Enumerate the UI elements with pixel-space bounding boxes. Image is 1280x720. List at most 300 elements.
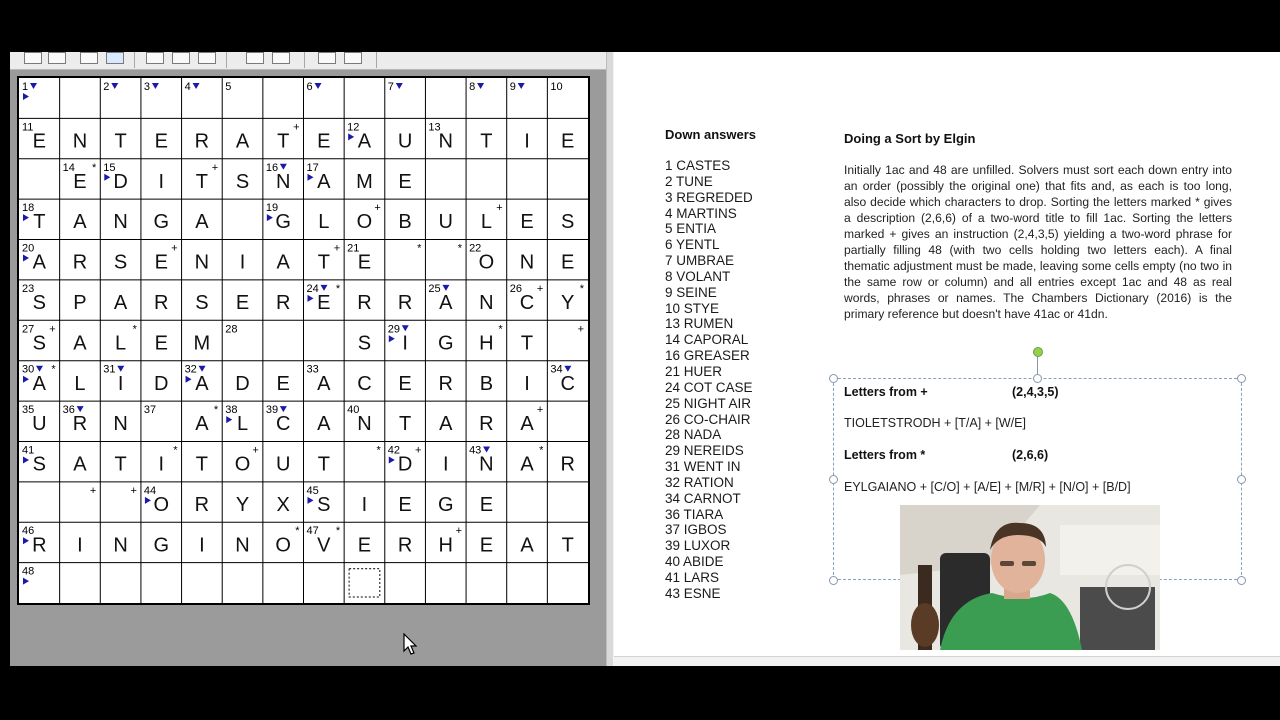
cell-letter: O [478, 251, 495, 274]
clue-number: 1 [22, 81, 29, 93]
cell-letter: I [158, 453, 165, 476]
cell-letter: I [524, 372, 530, 395]
down-answer-item: 6 YENTL [665, 237, 720, 253]
down-arrow-icon [199, 366, 206, 372]
cell-letter: X [276, 493, 290, 516]
clue-number: 37 [143, 404, 157, 417]
clue-number: 35 [22, 404, 35, 417]
down-answer-item: 41 LARS [665, 569, 720, 585]
cell-letter: E [357, 534, 372, 557]
cell-letter: G [275, 211, 291, 234]
down-arrow-icon [477, 83, 484, 89]
down-answer-item: 37 IGBOS [665, 522, 727, 538]
cell-letter: C [519, 292, 535, 314]
cell-letter: E [561, 251, 575, 274]
cell-mark: * [417, 242, 422, 255]
down-answer-item: 26 CO-CHAIR [665, 411, 751, 427]
cell-letter: U [275, 453, 291, 476]
clue-number: 31 [103, 363, 116, 376]
plus-letters: TIOLETSTRODH + [T/A] + [W/E] [844, 416, 1026, 430]
cell-letter: R [275, 292, 291, 314]
grid-canvas[interactable] [19, 78, 588, 603]
down-answer-item: 32 RATION [665, 474, 734, 490]
down-answer-item: 7 UMBRAE [665, 253, 735, 269]
cell-mark: + [577, 323, 584, 336]
across-arrow-icon [104, 174, 110, 181]
cell-letter: N [113, 413, 128, 436]
down-answer-item: 5 ENTIA [665, 221, 717, 237]
across-arrow-icon [23, 376, 29, 383]
cell-mark: * [376, 444, 381, 457]
cell-letter: S [113, 251, 128, 274]
cell-letter: R [194, 130, 210, 153]
down-arrow-icon [117, 366, 124, 372]
cell-mark: * [579, 282, 584, 295]
toolbar-separator [134, 52, 135, 68]
cell-mark: * [213, 404, 219, 417]
down-answer-item: 8 VOLANT [665, 268, 731, 284]
down-answer-item: 31 WENT IN [665, 459, 741, 475]
cell-mark: * [132, 323, 137, 336]
cell-mark: + [414, 444, 422, 457]
cell-mark: + [89, 484, 97, 497]
resize-handle-top-left[interactable] [829, 374, 838, 383]
down-answer-item: 43 ESNE [665, 585, 721, 601]
cell-letter: Y [561, 292, 575, 314]
clue-number: 16 [265, 161, 279, 174]
redo-icon[interactable] [272, 52, 290, 64]
document-status-bar [614, 656, 1280, 666]
clue-number: 47 [306, 525, 319, 538]
clue-number: 28 [225, 323, 238, 336]
clue-number: 9 [509, 81, 516, 93]
cell-letter: B [479, 372, 494, 395]
cell-letter: T [33, 211, 46, 234]
cell-letter: A [73, 211, 87, 234]
cell-letter: A [73, 332, 87, 355]
clue-number: 14 [62, 161, 75, 174]
open-icon[interactable] [48, 52, 66, 64]
cell-letter: D [397, 453, 413, 476]
across-arrow-icon [308, 497, 314, 504]
cell-letter: I [361, 493, 368, 516]
down-arrow-icon [280, 164, 287, 170]
cell-letter: R [154, 292, 169, 314]
cut-icon[interactable] [146, 52, 164, 64]
clue-number: 29 [387, 323, 401, 336]
save-icon[interactable] [106, 52, 124, 64]
rotate-handle[interactable] [1033, 347, 1043, 357]
clue-number: 20 [22, 242, 35, 255]
clue-number: 3 [143, 81, 151, 93]
cell-letter: D [154, 372, 169, 395]
clue-number: 48 [22, 565, 35, 578]
clue-number: 33 [306, 363, 319, 376]
resize-handle-left[interactable] [829, 475, 838, 484]
cell-letter: N [357, 413, 372, 436]
star-letters-label: Letters from * [844, 448, 926, 462]
down-answer-item: 25 NIGHT AIR [665, 395, 752, 411]
cell-letter: L [115, 332, 127, 355]
clue-number: 11 [22, 121, 34, 134]
cell-letter: E [398, 170, 412, 193]
clue-number: 26 [509, 282, 522, 295]
across-arrow-icon [23, 456, 29, 463]
cell-mark: + [171, 242, 178, 255]
resize-handle-top[interactable] [1033, 374, 1042, 383]
cell-letter: N [72, 130, 88, 153]
down-arrow-icon [152, 83, 159, 89]
down-arrow-icon [402, 325, 409, 331]
cell-letter: S [32, 332, 46, 355]
cell-letter: A [317, 372, 331, 395]
down-arrow-icon [193, 83, 200, 89]
clue-number: 21 [347, 242, 360, 255]
clue-number: 44 [143, 484, 157, 497]
cell-letter: T [195, 170, 209, 193]
clue-number: 15 [103, 161, 116, 174]
down-answer-item: 24 COT CASE [665, 379, 753, 395]
star-letters: EYLGAIANO + [C/O] + [A/E] + [M/R] + [N/O] + [B/D] [844, 480, 1131, 494]
clue-number: 8 [469, 81, 476, 93]
across-arrow-icon [186, 376, 192, 383]
down-answer-item: 1 CASTES [665, 158, 731, 173]
cell-letter: A [235, 130, 250, 153]
cell-letter: E [561, 130, 575, 153]
down-answer-item: 21 HUER [665, 363, 723, 379]
clue-number: 25 [428, 282, 441, 295]
across-arrow-icon [389, 335, 395, 342]
cell-letter: T [520, 332, 534, 355]
cell-mark: + [293, 121, 300, 134]
clue-number: 7 [387, 81, 394, 93]
resize-handle-top-right[interactable] [1237, 374, 1246, 383]
down-answer-item: 34 CARNOT [665, 490, 741, 506]
cell-letter: S [32, 292, 46, 314]
down-arrow-icon [36, 366, 43, 372]
cell-letter: T [561, 534, 574, 557]
clue-number: 22 [469, 242, 482, 255]
cell-mark: + [49, 323, 56, 336]
cell-letter: A [520, 413, 534, 436]
cell-letter: H [438, 534, 453, 557]
down-arrow-icon [321, 285, 328, 291]
cell-letter: R [72, 251, 88, 274]
down-answer-item: 16 GREASER [665, 348, 750, 364]
cell-letter: N [438, 130, 453, 153]
cell-mark: * [335, 525, 341, 538]
cell-letter: D [113, 170, 128, 193]
clue-number: 40 [347, 404, 360, 417]
cell-letter: N [519, 251, 535, 274]
cell-letter: A [439, 413, 453, 436]
cell-letter: S [561, 211, 575, 234]
cell-letter: C [560, 372, 575, 395]
across-arrow-icon [226, 416, 232, 423]
export-icon[interactable] [318, 52, 336, 64]
article-body: Initially 1ac and 48 are unfilled. Solvers must sort each down entry into an order (possibly the original one) that fits and, as each is too long, also decide which characters to drop. Sorting the letters marked * gives a description (2,6,6) of a two-word title to fill 1ac. Sorting the letters marked + gives an instruction (2,4,3,5) yielding a two-word phrase for partially filling 48 (with two cells holding two letters each). A final thematic adjustment must be made, leaving some cells empty (no two in the same row or column) and all entries except 1ac and 48 as real words, phrases or names. The Chambers Dictionary (2016) is the primary reference but doesn't have 41ac or 41dn. [844, 163, 1232, 321]
cell-letter: N [275, 170, 291, 193]
clue-number: 6 [306, 81, 313, 93]
cell-letter: S [195, 292, 209, 314]
cell-mark: * [51, 363, 56, 376]
clue-number: 41 [22, 444, 35, 457]
cell-letter: U [397, 130, 413, 153]
cell-mark: * [295, 525, 300, 538]
cell-mark: * [173, 444, 178, 457]
down-arrow-icon [483, 446, 490, 452]
cell-letter: R [479, 413, 494, 436]
cell-letter: O [275, 534, 291, 557]
clue-number: 32 [184, 363, 197, 376]
down-answer-item: 14 CAPORAL [665, 332, 749, 348]
presenter-video [900, 505, 1160, 650]
cell-letter: R [32, 534, 47, 557]
cell-letter: A [195, 211, 209, 234]
undo-icon[interactable] [246, 52, 264, 64]
across-arrow-icon [348, 133, 354, 140]
cell-letter: I [442, 453, 449, 476]
cell-letter: A [520, 453, 534, 476]
cell-mark: * [539, 444, 544, 457]
cell-letter: N [235, 534, 250, 557]
cell-letter: A [520, 534, 534, 557]
cell-letter: I [239, 251, 246, 274]
cell-letter: S [235, 170, 250, 193]
cell-letter: U [32, 413, 47, 436]
clue-number: 46 [22, 525, 35, 538]
down-arrow-icon [77, 406, 84, 412]
cell-letter: A [73, 453, 87, 476]
cell-letter: E [520, 211, 534, 234]
cell-letter: N [479, 292, 494, 314]
cell-mark: + [333, 242, 341, 255]
clue-number: 13 [428, 121, 441, 134]
cell-mark: + [496, 202, 503, 215]
clue-number: 12 [347, 121, 360, 134]
down-answer-item: 28 NADA [665, 427, 722, 443]
cell-letter: R [72, 413, 88, 436]
cell-letter: T [317, 453, 330, 476]
cell-letter: E [479, 493, 494, 516]
cell-letter: S [357, 332, 372, 355]
pane-splitter[interactable] [606, 52, 614, 666]
cell-letter: N [479, 453, 494, 476]
cell-letter: O [356, 211, 373, 234]
down-answer-item: 40 ABIDE [665, 554, 724, 570]
cell-letter: M [356, 170, 373, 193]
across-arrow-icon [267, 214, 273, 221]
down-arrow-icon [280, 406, 287, 412]
cell-letter: A [357, 130, 372, 153]
down-arrow-icon [442, 285, 449, 291]
down-arrow-icon [315, 83, 322, 89]
cell-letter: D [235, 372, 250, 395]
down-answers-list [665, 158, 753, 602]
down-arrow-icon [30, 83, 37, 89]
cell-letter: E [32, 130, 46, 153]
cell-letter: A [32, 251, 46, 274]
down-answer-item: 4 MARTINS [665, 205, 737, 221]
cell-letter: A [317, 413, 331, 436]
down-answer-item: 36 TIARA [665, 506, 724, 522]
cell-letter: N [113, 211, 128, 234]
resize-handle-right[interactable] [1237, 475, 1246, 484]
cell-letter: I [199, 534, 205, 557]
cell-mark: + [211, 161, 219, 174]
star-enumeration: (2,6,6) [1012, 448, 1049, 462]
clue-number: 18 [22, 202, 35, 215]
toolbar-separator [304, 52, 305, 68]
cell-letter: G [153, 534, 170, 557]
clue-number: 36 [62, 404, 75, 417]
webcam-overlay [900, 505, 1160, 650]
cell-letter: L [236, 413, 249, 436]
tools-icon[interactable] [344, 52, 362, 64]
cell-letter: V [317, 534, 331, 557]
cell-letter: E [154, 332, 168, 355]
plus-letters-label: Letters from + [844, 385, 928, 399]
clue-number: 27 [22, 323, 35, 336]
clue-number: 30 [22, 363, 35, 376]
cell-letter: T [114, 130, 127, 153]
crossword-grid[interactable] [17, 76, 590, 605]
cell-letter: A [317, 170, 331, 193]
across-arrow-icon [23, 578, 29, 585]
cell-letter: A [195, 372, 209, 395]
cell-mark: + [374, 202, 381, 215]
cell-letter: R [438, 372, 453, 395]
cell-letter: O [153, 493, 170, 516]
clue-number: 39 [265, 404, 279, 417]
clue-number: 34 [550, 363, 563, 376]
clue-number: 42 [387, 444, 401, 457]
cell-letter: B [398, 211, 412, 234]
plus-enumeration: (2,4,3,5) [1012, 385, 1059, 399]
across-arrow-icon [23, 255, 29, 262]
clue-number: 24 [306, 282, 319, 295]
cell-letter: E [479, 534, 494, 557]
copy-icon[interactable] [172, 52, 190, 64]
cell-letter: E [357, 251, 372, 274]
cell-letter: O [234, 453, 251, 476]
cell-letter: R [397, 292, 413, 314]
across-arrow-icon [389, 456, 395, 463]
cell-mark: + [536, 404, 544, 417]
cell-letter: R [397, 534, 413, 557]
cell-letter: E [276, 372, 290, 395]
clue-number: 5 [225, 81, 232, 93]
cell-mark: + [536, 282, 544, 295]
cell-letter: E [154, 130, 168, 153]
cell-letter: S [32, 453, 46, 476]
cell-letter: I [158, 170, 165, 193]
clue-number: 19 [265, 202, 279, 215]
toolbar [10, 52, 606, 70]
cell-letter: E [235, 292, 250, 314]
clue-number: 4 [184, 81, 191, 93]
rotate-connector [1037, 356, 1038, 374]
cell-letter: U [438, 211, 453, 234]
across-arrow-icon [23, 537, 29, 544]
cell-letter: I [524, 130, 530, 153]
down-answers-title: Down answers [665, 127, 757, 142]
cell-letter: I [117, 372, 124, 395]
cell-letter: Y [235, 493, 250, 516]
cell-mark: + [455, 525, 463, 538]
down-arrow-icon [564, 366, 571, 372]
down-answer-item: 29 NEREIDS [665, 443, 744, 459]
cell-letter: E [317, 292, 331, 314]
cell-letter: E [154, 251, 168, 274]
down-answer-item: 10 STYE [665, 300, 720, 316]
clue-number: 45 [306, 484, 319, 497]
cell-letter: R [357, 292, 372, 314]
cell-letter: A [113, 292, 128, 314]
cell-mark: * [335, 282, 341, 295]
resize-handle-bottom-left[interactable] [829, 576, 838, 585]
cell-letter: C [357, 372, 372, 395]
cell-letter: A [439, 292, 453, 314]
cell-letter: H [479, 332, 494, 355]
cell-letter: M [193, 332, 211, 355]
cell-letter: N [113, 534, 128, 557]
cell-letter: A [276, 251, 290, 274]
cell-letter: N [194, 251, 210, 274]
down-answer-item: 39 LUXOR [665, 538, 731, 554]
new-icon[interactable] [24, 52, 42, 64]
selected-cell[interactable] [349, 569, 380, 597]
cell-letter: T [480, 130, 493, 153]
cell-letter: C [275, 413, 291, 436]
across-arrow-icon [23, 93, 29, 100]
cell-letter: G [153, 211, 170, 234]
cell-letter: T [114, 453, 127, 476]
across-arrow-icon [308, 295, 314, 302]
paste-icon[interactable] [198, 52, 216, 64]
cell-letter: R [194, 493, 210, 516]
cell-letter: E [398, 493, 412, 516]
cell-mark: * [457, 242, 463, 255]
down-arrow-icon [111, 83, 118, 89]
cell-letter: A [32, 372, 46, 395]
cell-mark: + [130, 484, 137, 497]
cell-letter: L [74, 372, 86, 395]
down-answer-item: 13 RUMEN [665, 316, 734, 332]
cell-letter: A [195, 413, 209, 436]
toolbar-separator [376, 52, 377, 68]
cell-letter: L [480, 211, 492, 234]
cell-letter: S [317, 493, 331, 516]
across-arrow-icon [308, 174, 314, 181]
cell-letter: T [317, 251, 330, 274]
print-icon[interactable] [80, 52, 98, 64]
across-arrow-icon [145, 497, 151, 504]
toolbar-separator [226, 52, 227, 68]
cell-letter: E [73, 170, 87, 193]
down-answer-item: 2 TUNE [665, 173, 713, 189]
cell-letter: G [437, 493, 454, 516]
cell-letter: I [402, 332, 408, 355]
cell-letter: I [77, 534, 83, 557]
cell-mark: + [252, 444, 259, 457]
cell-mark: * [92, 161, 97, 174]
cell-letter: L [318, 211, 330, 234]
mouse-cursor-icon [403, 633, 419, 657]
resize-handle-bottom-right[interactable] [1237, 576, 1246, 585]
clue-number: 43 [469, 444, 482, 457]
article-title: Doing a Sort by Elgin [844, 131, 976, 146]
